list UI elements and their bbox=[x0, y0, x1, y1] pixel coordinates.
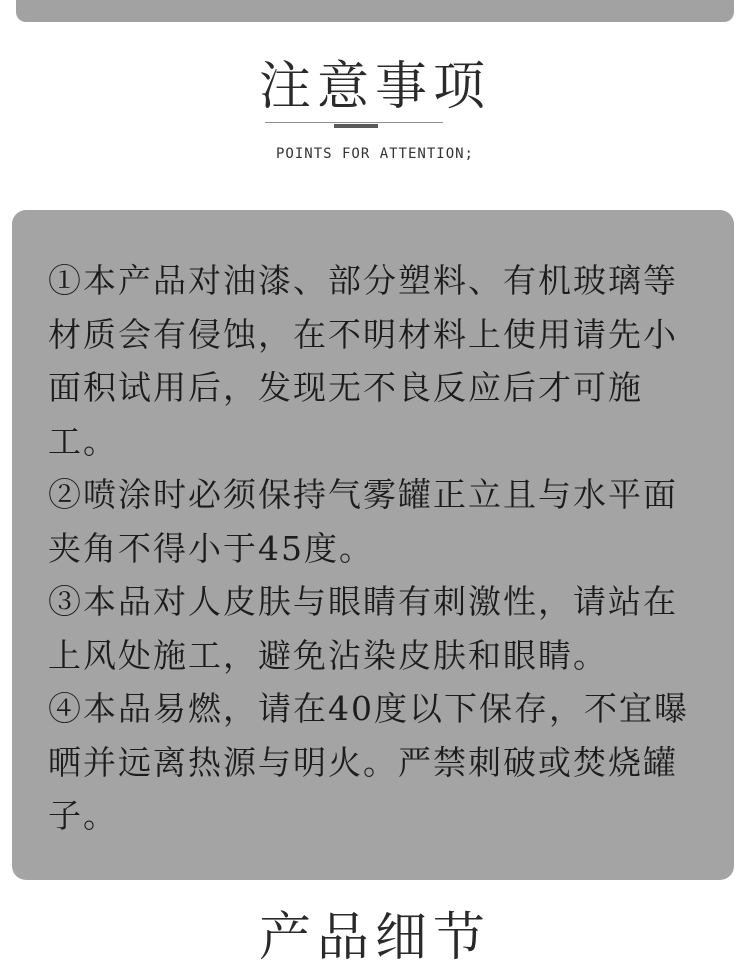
next-section-title: 产品细节 bbox=[258, 908, 491, 960]
title-divider bbox=[265, 122, 443, 123]
note-item-2: ②喷涂时必须保持气雾罐正立且与水平面夹角不得小于45度。 bbox=[48, 475, 678, 568]
section-title: 注意事项 bbox=[258, 57, 491, 117]
title-divider-accent bbox=[334, 124, 378, 128]
note-item-4: ④本品易燃，请在40度以下保存，不宜曝晒并远离热源与明火。严禁刺破或焚烧罐子。 bbox=[48, 689, 689, 835]
note-item-1: ①本产品对油漆、部分塑料、有机玻璃等材质会有侵蚀，在不明材料上使用请先小面积试用后，发现无不良反应后才可施工。 bbox=[48, 261, 678, 461]
note-item-3: ③本品对人皮肤与眼睛有刺激性，请站在上风处施工，避免沾染皮肤和眼睛。 bbox=[48, 582, 678, 675]
previous-section-band bbox=[16, 0, 734, 22]
attention-notes-card bbox=[12, 210, 734, 880]
section-subtitle: POINTS FOR ATTENTION; bbox=[275, 146, 474, 162]
